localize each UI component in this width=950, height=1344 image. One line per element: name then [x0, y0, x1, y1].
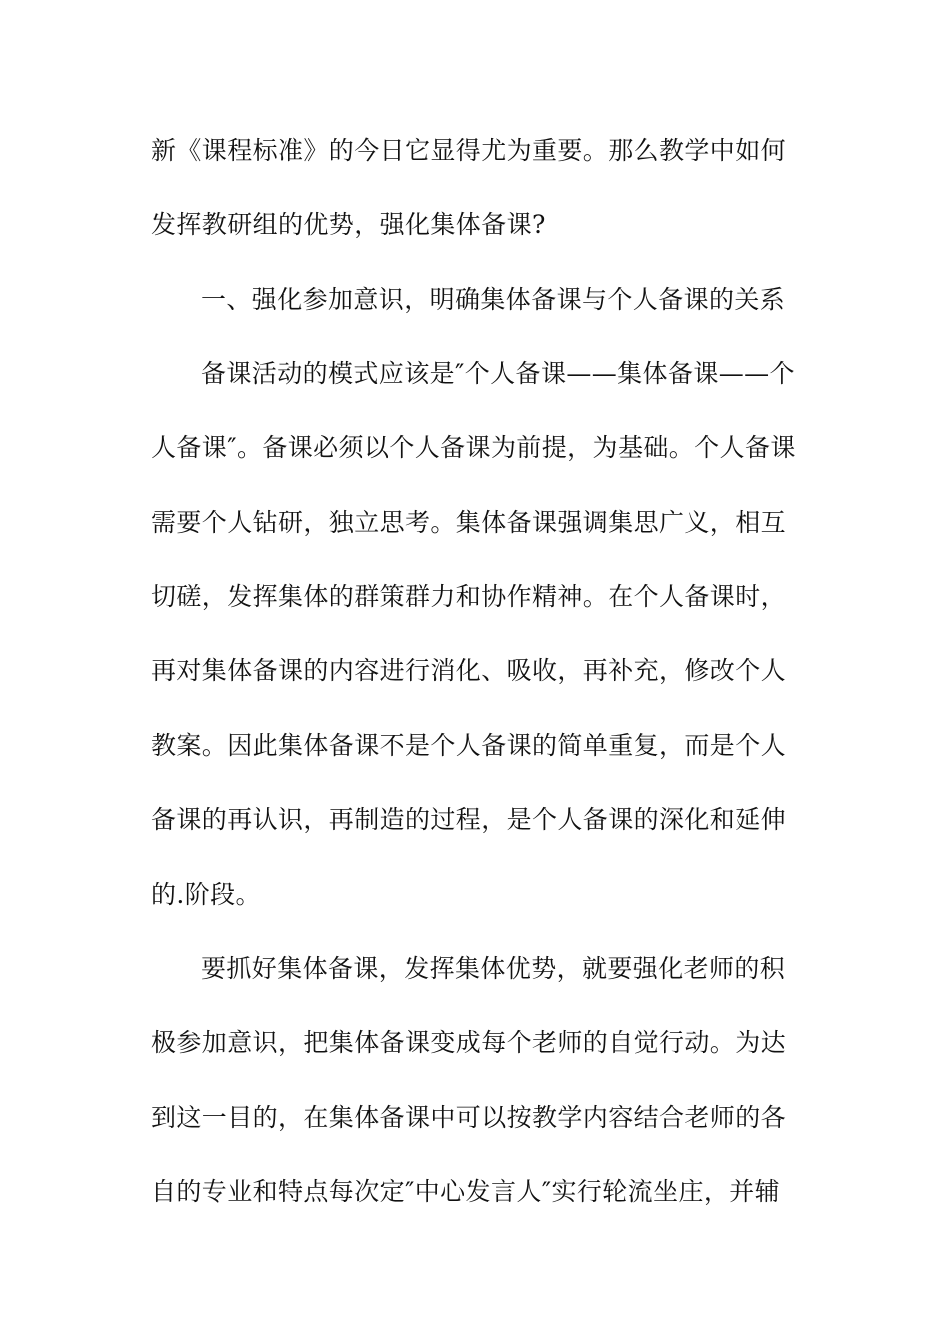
section-heading: 一、强化参加意识，明确集体备课与个人备课的关系	[201, 285, 786, 314]
paragraph-line: 切磋，发挥集体的群策群力和协作精神。在个人备课时，	[151, 582, 787, 611]
paragraph-line: 备课的再认识，再制造的过程，是个人备课的深化和延伸	[151, 805, 787, 834]
paragraph-line: 教案。因此集体备课不是个人备课的简单重复，而是个人	[151, 731, 787, 760]
paragraph-line: 到这一目的，在集体备课中可以按教学内容结合老师的各	[151, 1103, 787, 1132]
paragraph-line: 要抓好集体备课，发挥集体优势，就要强化老师的积	[201, 954, 786, 983]
paragraph-line: 新《课程标准》的今日它显得尤为重要。那么教学中如何	[151, 136, 787, 165]
paragraph-line: 人备课″。备课必须以个人备课为前提，为基础。个人备课	[151, 433, 796, 462]
paragraph-line: 自的专业和特点每次定″中心发言人″实行轮流坐庄，并辅	[151, 1177, 781, 1206]
paragraph-line: 发挥教研组的优势，强化集体备课?	[151, 210, 546, 239]
paragraph-line: 需要个人钻研，独立思考。集体备课强调集思广义，相互	[151, 508, 787, 537]
paragraph-line: 的.阶段。	[151, 880, 261, 909]
paragraph-line: 备课活动的模式应该是″个人备课——集体备课——个	[201, 359, 795, 388]
paragraph-line: 极参加意识，把集体备课变成每个老师的自觉行动。为达	[151, 1028, 787, 1057]
paragraph-line: 再对集体备课的内容进行消化、吸收，再补充，修改个人	[151, 656, 787, 685]
